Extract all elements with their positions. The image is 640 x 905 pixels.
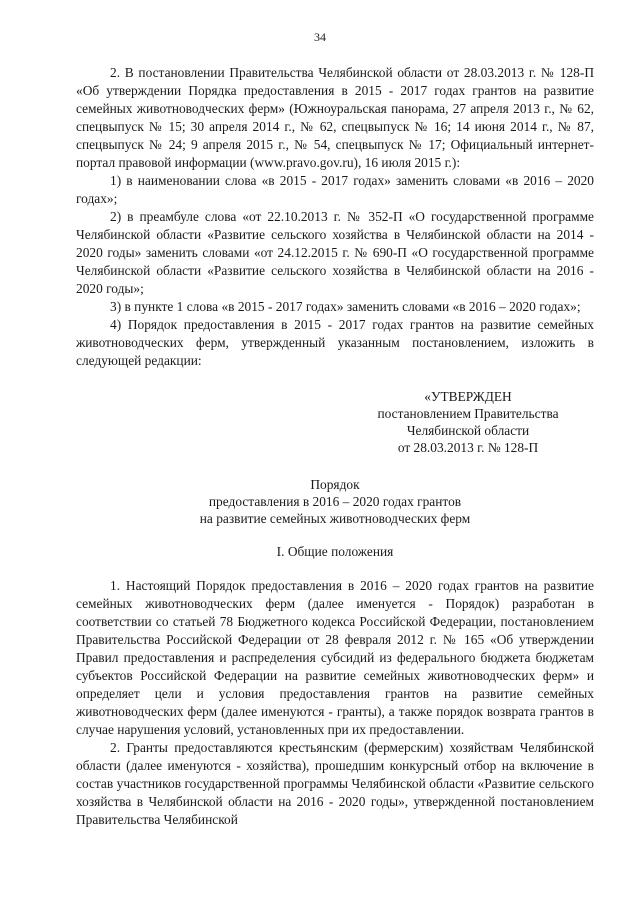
amendment-item-3: 3) в пункте 1 слова «в 2015 - 2017 годах» заменить словами «в 2016 – 2020 годах»; xyxy=(110,299,581,314)
page-number: 34 xyxy=(314,30,326,44)
title-line: на развитие семейных животноводческих ферм xyxy=(199,511,471,526)
amendment-item-4: 4) Порядок предоставления в 2015 - 2017 годах грантов на развитие семейных животноводческих ферм, утвержденный указанным постановлением, изложить в следующей редакции: xyxy=(76,317,594,368)
body-paragraph-2: 2. Гранты предоставляются крестьянским (фермерским) хозяйствам Челябинской области (далее именуются - хозяйства), прошедшим конкурсный отбор на включение в состав участников государственной программы Челябинской области «Развитие сельского хозяйства в Челябинской области на 2016 - 2020 годы», утвержденной постановлением Правительства Челябинской xyxy=(76,740,594,827)
amendment-item-1: 1) в наименовании слова «в 2015 - 2017 годах» заменить словами «в 2016 – 2020 годах»; xyxy=(76,173,594,206)
approval-line: «УТВЕРЖДЕН xyxy=(424,389,512,404)
approval-line: Челябинской области xyxy=(406,423,530,438)
approval-line: постановлением Правительства xyxy=(377,406,559,421)
section-heading: I. Общие положения xyxy=(276,544,394,559)
approval-block xyxy=(76,388,594,456)
intro-paragraph: 2. В постановлении Правительства Челябинской области от 28.03.2013 г. № 128-П «Об утверждении Порядка предоставления в 2015 - 2017 годах грантов на развитие семейных животноводческих ферм» (Южноуральская панорама, 27 апреля 2013 г., № 62, спецвыпуск № 15; 30 апреля 2014 г., № 62, спецвыпуск № 16; 14 июня 2014 г., № 87, спецвыпуск № 24; 9 апреля 2015 г., № 54, спецвыпуск № 17; Официальный интернет-портал правовой информации (www.pravo.gov.ru), 16 июля 2015 г.): xyxy=(76,65,594,170)
title-line: предоставления в 2016 – 2020 годах грантов xyxy=(208,494,462,509)
approval-line: от 28.03.2013 г. № 128-П xyxy=(397,440,539,455)
document-body xyxy=(76,64,594,829)
title-line: Порядок xyxy=(310,477,360,492)
body-paragraph-1: 1. Настоящий Порядок предоставления в 2016 – 2020 годах грантов на развитие семейных животноводческих ферм (далее именуется - Порядок) разработан в соответствии со статьей 78 Бюджетного кодекса Российской Федерации, постановлением Правительства Российской Федерации от 28 февраля 2012 г. № 165 «Об утверждении Правил предоставления и распределения субсидий из федерального бюджета бюджетам субъектов Российской Федерации на развитие семейных животноводческих ферм» и определяет цели и условия предоставления грантов на развитие семейных животноводческих ферм (далее именуются - гранты), а также порядок возврата грантов в случае нарушения условий, установленных при их предоставлении. xyxy=(76,578,594,737)
document-title xyxy=(76,476,594,527)
amendment-item-2: 2) в преамбуле слова «от 22.10.2013 г. № 352-П «О государственной программе Челябинской области «Развитие сельского хозяйства в Челябинской области на 2014 - 2020 годы» заменить словами «от 24.12.2015 г. № 690-П «О государственной программе Челябинской области «Развитие сельского хозяйства в Челябинской области на 2016 - 2020 годы»; xyxy=(76,209,594,296)
